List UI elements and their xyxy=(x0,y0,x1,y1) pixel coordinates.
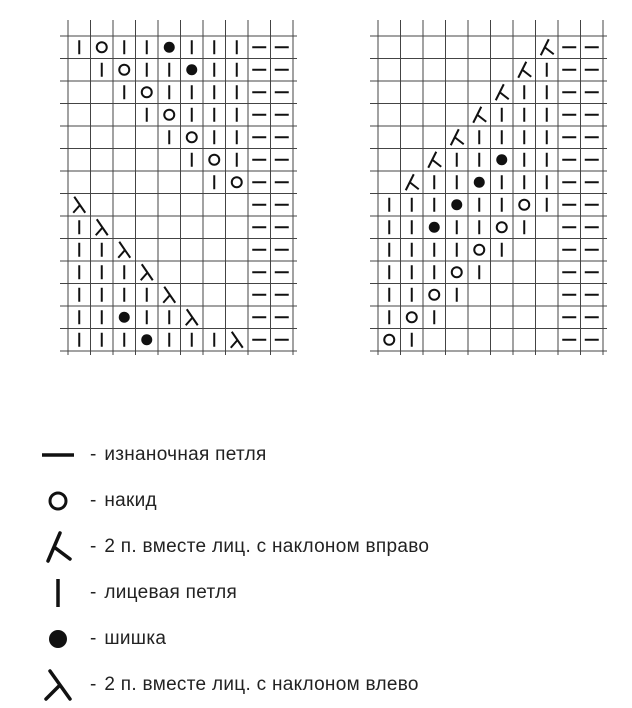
legend-separator: - xyxy=(90,444,97,465)
yarn-over-stitch xyxy=(119,65,129,75)
legend-item-purl xyxy=(38,432,618,478)
legend-label: накид xyxy=(104,490,157,511)
k2tog-right-stitch xyxy=(473,107,486,123)
k2tog-left-stitch xyxy=(186,309,198,325)
k2tog-left-icon xyxy=(38,665,78,705)
bobble-icon xyxy=(38,619,78,659)
yarn-over-stitch xyxy=(187,132,197,142)
right-chart-grid xyxy=(370,16,610,361)
legend-separator: - xyxy=(90,536,97,557)
legend-label: 2 п. вместе лиц. с наклоном вправо xyxy=(104,536,430,557)
bobble-stitch xyxy=(186,64,197,75)
left-chart-grid xyxy=(60,16,300,361)
bobble-stitch xyxy=(429,222,440,233)
bobble-stitch xyxy=(451,199,462,210)
yarn-over-stitch xyxy=(497,222,507,232)
bobble-stitch xyxy=(164,42,175,53)
k2tog-left-stitch xyxy=(96,219,108,235)
left-knitting-chart xyxy=(60,16,300,361)
k2tog-left-stitch xyxy=(118,242,130,258)
right-knitting-chart xyxy=(370,16,610,361)
k2tog-right-stitch xyxy=(518,62,531,78)
legend-item-knit xyxy=(38,570,618,616)
bobble-stitch xyxy=(119,312,130,323)
yarn-over-icon xyxy=(38,481,78,521)
yarn-over-stitch xyxy=(429,290,439,300)
legend-item-yarn-over xyxy=(38,478,618,524)
yarn-over-stitch xyxy=(474,245,484,255)
purl-icon xyxy=(38,435,78,475)
k2tog-right-stitch xyxy=(406,174,419,190)
knit-icon xyxy=(38,573,78,613)
legend-label: лицевая петля xyxy=(104,582,238,603)
k2tog-right-icon xyxy=(38,527,78,567)
legend-label: 2 п. вместе лиц. с наклоном влево xyxy=(104,674,419,695)
k2tog-right-stitch xyxy=(541,39,554,55)
legend-separator: - xyxy=(90,490,97,511)
k2tog-left-stitch xyxy=(163,287,175,303)
legend-item-bobble xyxy=(38,616,618,662)
legend-item-k2tog-right xyxy=(38,524,618,570)
k2tog-left-stitch xyxy=(73,197,85,213)
symbol-legend xyxy=(38,432,618,708)
k2tog-right-stitch xyxy=(451,129,464,145)
legend-item-k2tog-left xyxy=(38,662,618,708)
legend-label: шишка xyxy=(104,628,167,649)
legend-separator: - xyxy=(90,674,97,695)
k2tog-left-stitch xyxy=(141,264,153,280)
yarn-over-stitch xyxy=(519,200,529,210)
yarn-over-stitch xyxy=(97,42,107,52)
legend-separator: - xyxy=(90,582,97,603)
k2tog-right-stitch xyxy=(428,152,441,168)
k2tog-right-stitch xyxy=(496,84,509,100)
bobble-stitch xyxy=(474,177,485,188)
legend-label: изнаночная петля xyxy=(104,444,267,465)
yarn-over-stitch xyxy=(407,312,417,322)
legend-separator: - xyxy=(90,628,97,649)
yarn-over-stitch xyxy=(209,155,219,165)
yarn-over-stitch xyxy=(142,87,152,97)
bobble-stitch xyxy=(141,334,152,345)
yarn-over-stitch xyxy=(452,267,462,277)
yarn-over-stitch xyxy=(232,177,242,187)
bobble-stitch xyxy=(496,154,507,165)
yarn-over-stitch xyxy=(384,335,394,345)
k2tog-left-stitch xyxy=(231,332,243,348)
yarn-over-stitch xyxy=(164,110,174,120)
